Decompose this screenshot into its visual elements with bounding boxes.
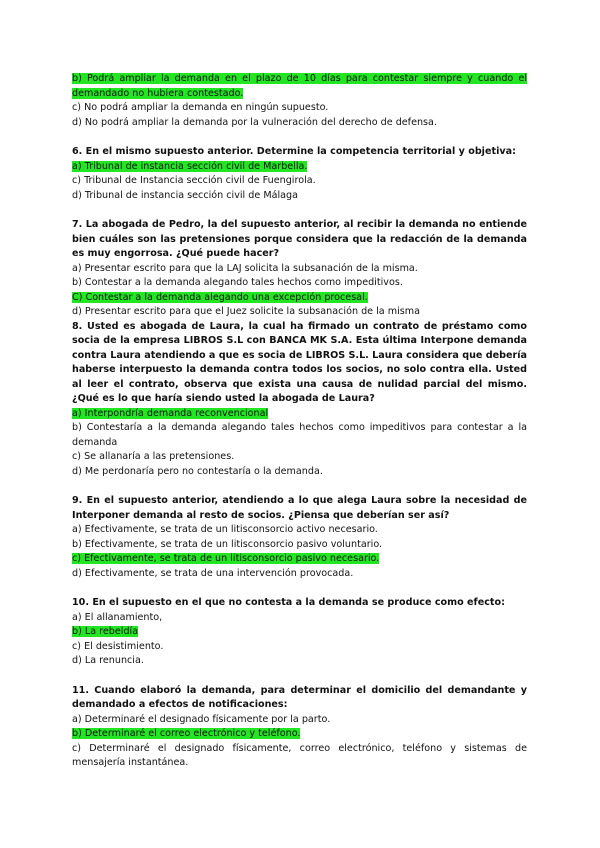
highlighted-answer: a) Tribunal de instancia sección civil de Marbella. — [72, 160, 308, 172]
option-line: a) Determinaré el designado físicamente por la parto. — [72, 713, 331, 725]
option-line: d) Presentar escrito para que el Juez solicite la subsanación de la misma — [72, 306, 420, 317]
highlighted-answer: b) La rebeldía — [72, 626, 139, 637]
question-text: 10. En el supuesto en el que no contesta a la demanda se produce como efecto: — [72, 597, 505, 608]
option-line: a) Efectivamente, se trata de un litisconsorcio activo necesario. — [72, 524, 378, 535]
option-line: c) Determinaré el designado físicamente, correo electrónico, teléfono y sistemas de mensajería instantánea. — [72, 742, 527, 768]
question-block-6 — [72, 145, 527, 203]
question-text: 9. En el supuesto anterior, atendiendo a lo que alega Laura sobre la necesidad de Interponer demanda al resto de socios. ¿Piensa que deberían ser así? — [72, 495, 527, 521]
option-line — [72, 625, 527, 640]
option-line: c) Se allanaría a las pretensiones. — [72, 451, 235, 462]
option-line: d) La renuncia. — [72, 655, 144, 666]
option-line — [72, 407, 527, 422]
option-line: b) Efectivamente, se trata de un litisconsorcio pasivo voluntario. — [72, 538, 383, 550]
highlighted-answer: b) Podrá ampliar la demanda en el plazo de 10 días para contestar siempre y cuando el demandado no hubiera contestado. — [72, 73, 527, 99]
option-line: a) El allanamiento, — [72, 611, 163, 623]
question-block-11 — [72, 684, 527, 771]
highlighted-answer: a) Interpondría demanda reconvencional — [72, 407, 269, 419]
option-line: d) Efectivamente, se trata de una intervención provocada. — [72, 567, 354, 579]
option-line: c) No podrá ampliar la demanda en ningún supuesto. — [72, 102, 329, 113]
highlighted-answer: b) Determinaré el correo electrónico y teléfono. — [72, 728, 301, 739]
option-line: c) Tribunal de Instancia sección civil de Fuengirola. — [72, 175, 316, 186]
question-text: 11. Cuando elaboró la demanda, para determinar el domicilio del demandante y demandado a efectos de notificaciones: — [72, 684, 527, 710]
highlighted-answer: c) Efectivamente, se trata de un litisconsorcio pasivo necesario. — [72, 553, 380, 564]
question-text: 7. La abogada de Pedro, la del supuesto anterior, al recibir la demanda no entiende bien cuáles son las pretensiones porque considera que la redacción de la demanda es muy engorrosa. ¿Qué puede hacer? — [72, 219, 527, 259]
question-text: 6. En el mismo supuesto anterior. Determine la competencia territorial y objetiva: — [72, 146, 516, 157]
option-line — [72, 72, 527, 101]
question-block-9 — [72, 494, 527, 581]
option-line — [72, 291, 527, 306]
option-line: d) Me perdonaría pero no contestaría o la demanda. — [72, 465, 323, 477]
option-line: d) No podrá ampliar la demanda por la vulneración del derecho de defensa. — [72, 116, 437, 128]
question-block-10 — [72, 596, 527, 669]
option-line — [72, 552, 527, 567]
option-line: b) Contestar a la demanda alegando tales hechos como impeditivos. — [72, 277, 403, 288]
option-line — [72, 160, 527, 175]
option-line: c) El desistimiento. — [72, 640, 164, 652]
question-block-7 — [72, 218, 527, 320]
option-line: b) Contestaría a la demanda alegando tales hechos como impeditivos para contestar a la demanda — [72, 422, 527, 448]
option-line: a) Presentar escrito para que la LAJ solicita la subsanación de la misma. — [72, 262, 418, 274]
question-block-8 — [72, 320, 527, 480]
option-line — [72, 727, 527, 742]
question-text: 8. Usted es abogada de Laura, la cual ha firmado un contrato de préstamo como socia de la empresa LIBROS S.L con BANCA MK S.A. Esta última Interpone demanda contra Laura atendiendo a que es socia de LIBROS S.L. Laura considera que debería haberse interpuesto la demanda contra todos los socios, no solo contra ella. Usted al leer el contrato, observa que exista una causa de nulidad parcial del mismo. ¿Qué es lo que haría siendo usted la abogada de Laura? — [72, 320, 527, 404]
option-line: d) Tribunal de instancia sección civil de Málaga — [72, 189, 298, 201]
highlighted-answer: C) Contestar a la demanda alegando una excepción procesal. — [72, 291, 368, 303]
document-page — [72, 72, 527, 786]
question-block-5 — [72, 72, 527, 130]
